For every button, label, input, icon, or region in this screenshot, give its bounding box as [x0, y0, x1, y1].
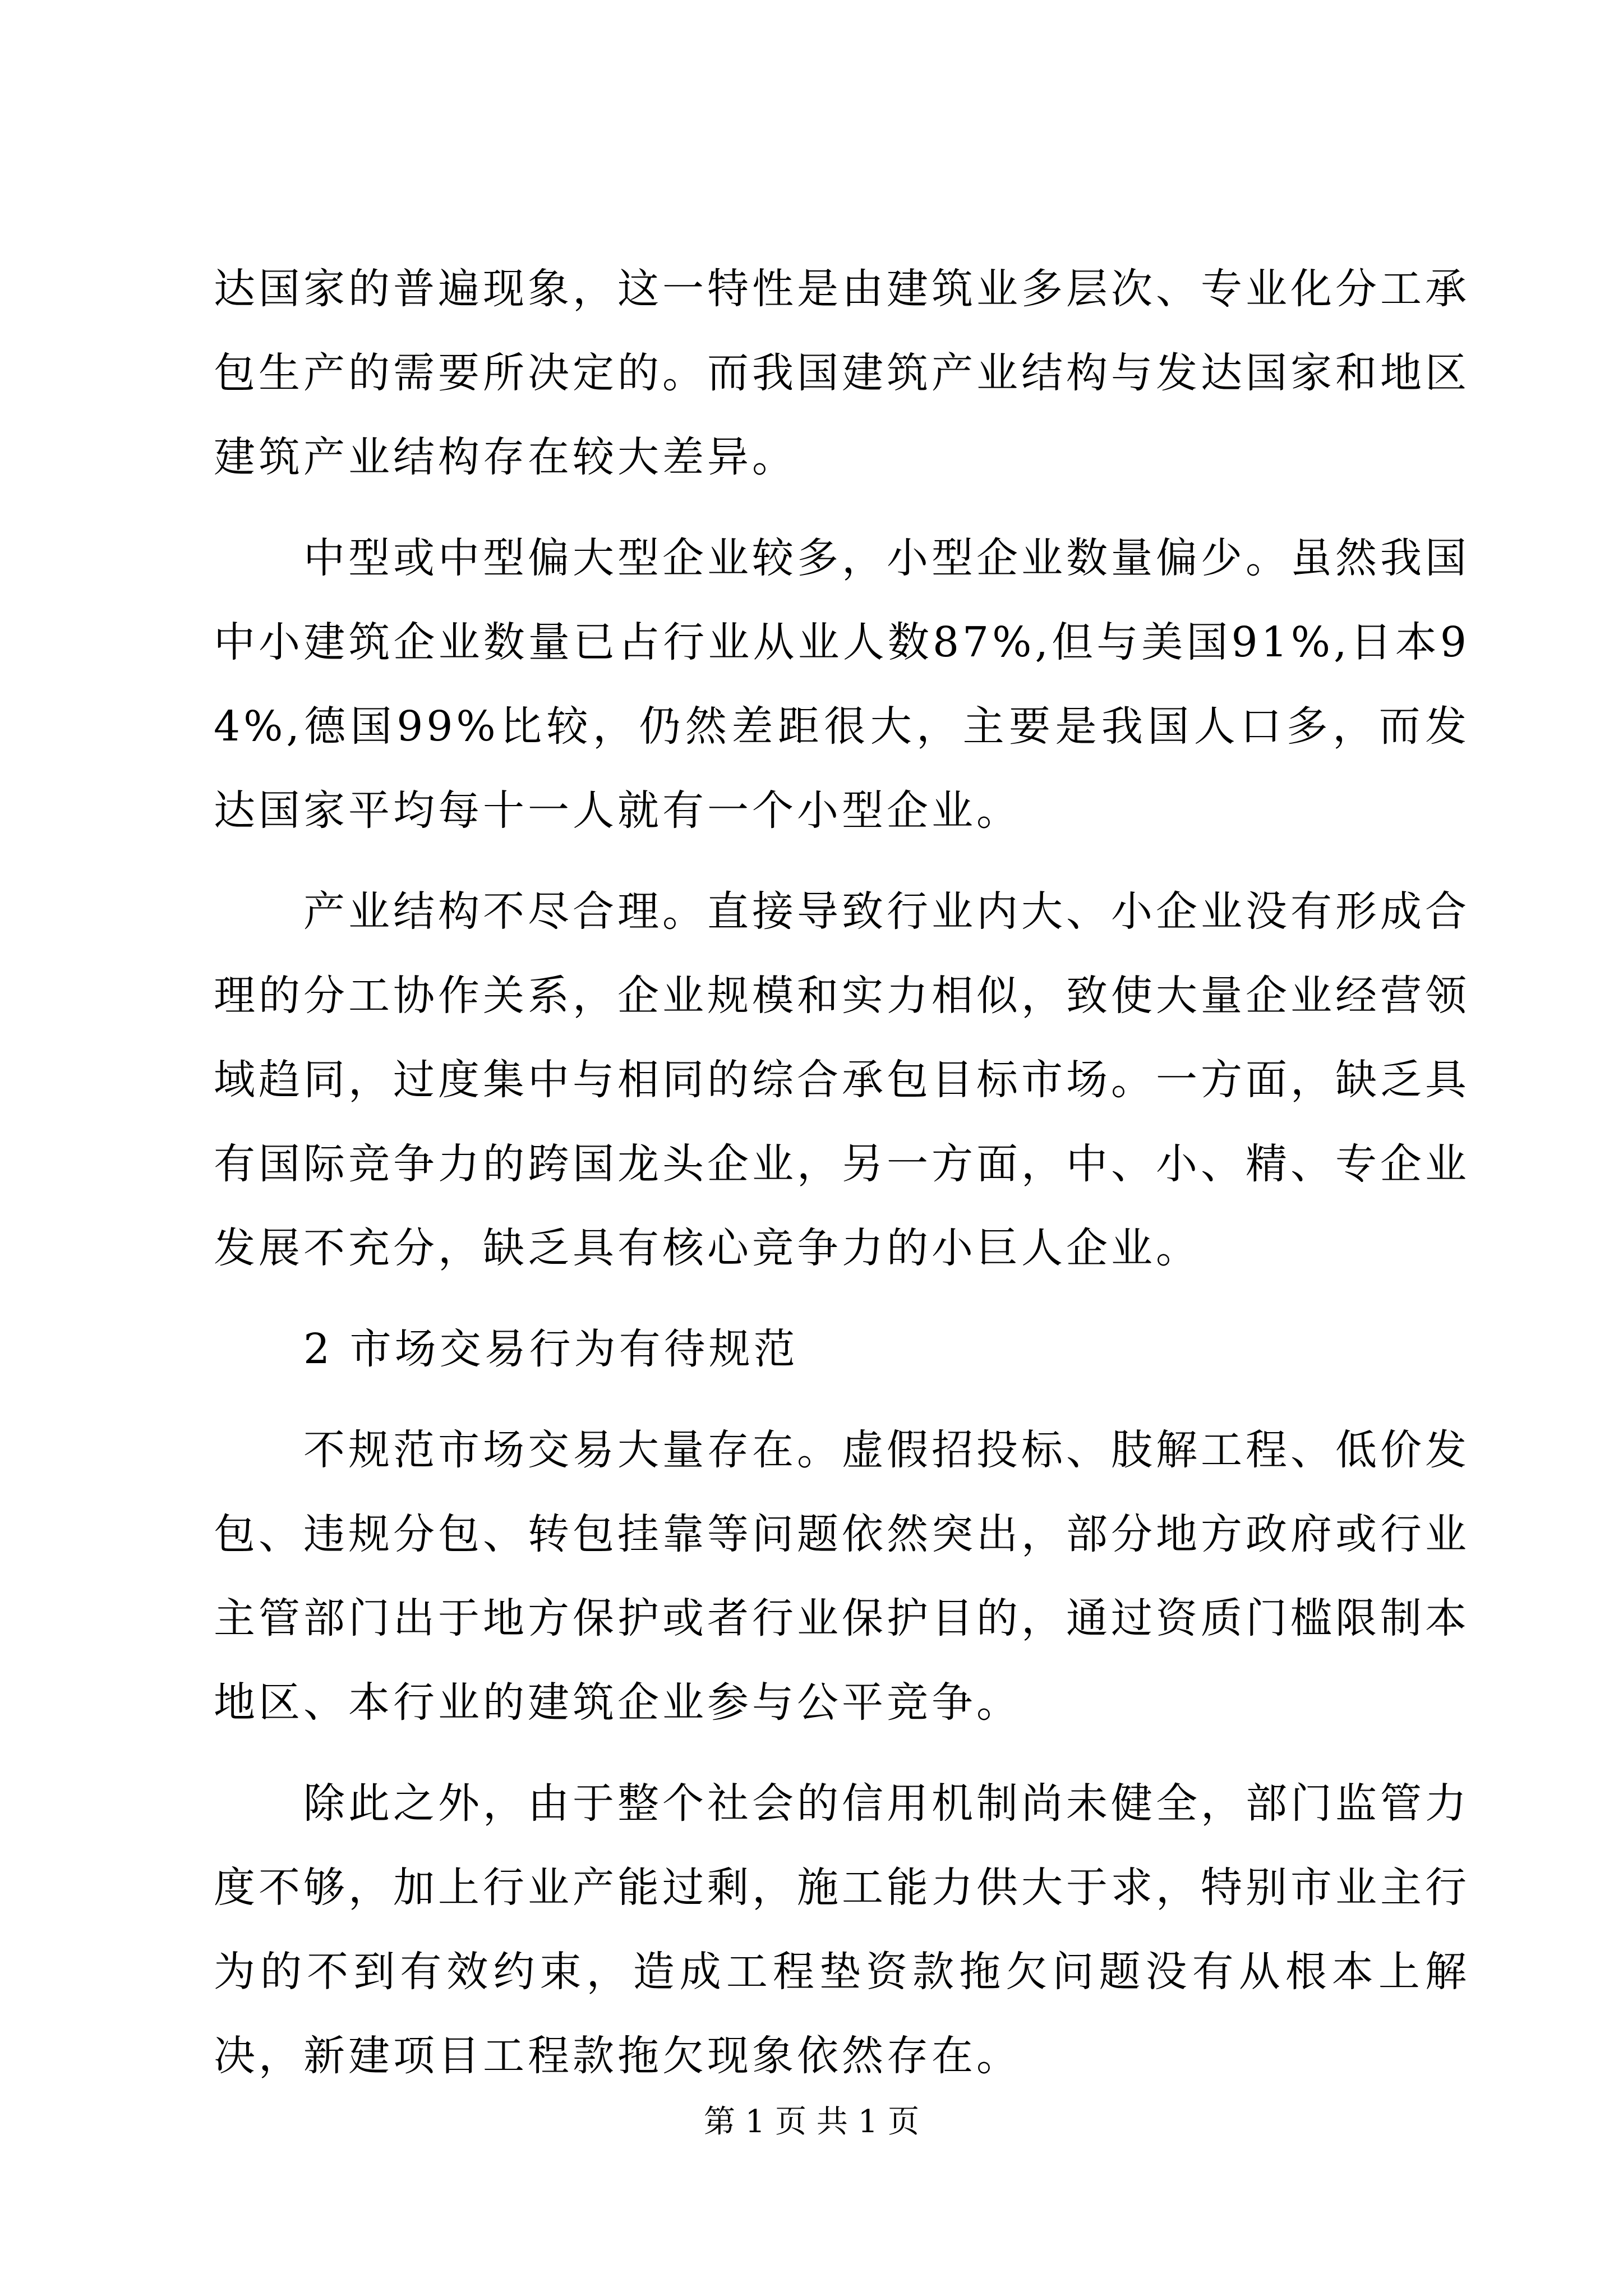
- paragraph: 除此之外，由于整个社会的信用机制尚未健全，部门监管力度不够，加上行业产能过剩，施工能力供大于求，特别市业主行为的不到有效约束，造成工程垫资款拖欠问题没有从根本上解决，新建项目工程款拖欠现象依然存在。: [214, 1779, 1470, 2080]
- paragraph: 产业结构不尽合理。直接导致行业内大、小企业没有形成合理的分工协作关系，企业规模和实力相似，致使大量企业经营领域趋同，过度集中与相同的综合承包目标市场。一方面，缺乏具有国际竞争力的跨国龙头企业，另一方面，中、小、精、专企业发展不充分，缺乏具有核心竞争力的小巨人企业。: [214, 887, 1470, 1272]
- document-body: [214, 247, 1470, 2115]
- page-number: 第 1 页 共 1 页: [703, 2104, 920, 2140]
- paragraph: 达国家的普遍现象，这一特性是由建筑业多层次、专业化分工承包生产的需要所决定的。而我国建筑产业结构与发达国家和地区建筑产业结构存在较大差异。: [214, 265, 1470, 481]
- paragraph: 不规范市场交易大量存在。虚假招投标、肢解工程、低价发包、违规分包、转包挂靠等问题依然突出，部分地方政府或行业主管部门出于地方保护或者行业保护目的，通过资质门槛限制本地区、本行业的建筑企业参与公平竞争。: [214, 1426, 1470, 1727]
- paragraph: 中型或中型偏大型企业较多，小型企业数量偏少。虽然我国中小建筑企业数量已占行业从业人数87%,但与美国91%,日本94%,德国99%比较，仍然差距很大，主要是我国人口多，而发达国家平均每十一人就有一个小型企业。: [214, 534, 1470, 835]
- section-heading: 2 市场交易行为有待规范: [303, 1325, 799, 1373]
